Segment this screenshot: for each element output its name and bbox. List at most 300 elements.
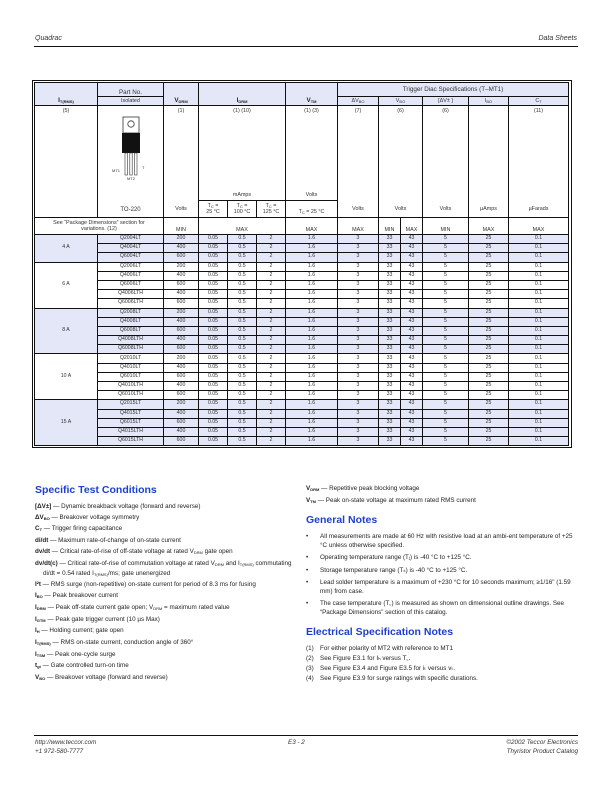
cell-vbo-min: 33 bbox=[379, 345, 401, 354]
specific-test-conditions bbox=[35, 484, 297, 685]
cell-ct: 0.1 bbox=[509, 354, 569, 363]
symbol-main: I bbox=[35, 650, 37, 658]
definition-symbol bbox=[35, 503, 51, 510]
cell-vdrm: 400 bbox=[164, 427, 199, 436]
cell-ct: 0.1 bbox=[509, 427, 569, 436]
cell-dvpm: 5 bbox=[423, 354, 469, 363]
limit-dvpm: MIN bbox=[423, 218, 469, 235]
cell-ibo: 25 bbox=[469, 308, 509, 317]
symbol-main: di/dt bbox=[35, 537, 49, 545]
cell-ibo: 25 bbox=[469, 354, 509, 363]
cell-vtm: 1.6 bbox=[286, 382, 338, 391]
cell-idrm-125c: 2 bbox=[257, 382, 286, 391]
definition-item bbox=[35, 661, 297, 671]
cell-idrm-125c: 2 bbox=[257, 244, 286, 253]
current-rating-group: 10 A bbox=[35, 354, 98, 400]
running-header-right: Data Sheets bbox=[538, 35, 577, 42]
note-vtm-text: (1) (3) bbox=[304, 108, 319, 114]
general-notes-title: General Notes bbox=[306, 513, 378, 526]
cell-idrm-100c: 0.5 bbox=[228, 382, 257, 391]
symbol-main: I bbox=[35, 615, 37, 623]
cell-idrm-125c: 2 bbox=[257, 290, 286, 299]
cell-vdrm: 200 bbox=[164, 308, 199, 317]
cell-dvbo: 3 bbox=[338, 400, 379, 409]
cell-vdrm: 600 bbox=[164, 299, 199, 308]
table-row bbox=[35, 418, 569, 427]
cell-ct: 0.1 bbox=[509, 382, 569, 391]
cell-dvbo: 3 bbox=[338, 372, 379, 381]
cell-ct: 0.1 bbox=[509, 391, 569, 400]
cell-vtm: 1.6 bbox=[286, 244, 338, 253]
symbol-subscript: DRM bbox=[310, 487, 320, 492]
general-note-text: Operating temperature range (Tⱼ) is -40 °C to +125 °C. bbox=[320, 554, 472, 562]
definition-text: — Peak gate trigger current (10 µs Max) bbox=[45, 615, 160, 623]
cell-vbo-max: 43 bbox=[401, 299, 423, 308]
unit-dvpm: Volts bbox=[423, 201, 469, 218]
definition-symbol bbox=[306, 485, 319, 492]
definition-symbol bbox=[306, 497, 316, 504]
cell-vtm: 1.6 bbox=[286, 317, 338, 326]
cell-dvpm: 5 bbox=[423, 372, 469, 381]
running-header-left: Quadrac bbox=[35, 35, 62, 42]
definition-text-part: DRM bbox=[153, 605, 163, 611]
electrical-notes-title: Electrical Specification Notes bbox=[306, 625, 454, 638]
cell-vdrm: 400 bbox=[164, 244, 199, 253]
general-note-item bbox=[306, 578, 576, 596]
cell-ibo: 25 bbox=[469, 290, 509, 299]
footer-left bbox=[35, 739, 96, 756]
cell-idrm-25c: 0.05 bbox=[199, 235, 228, 244]
cell-part-number: Q2010LT bbox=[98, 354, 164, 363]
definition-item bbox=[35, 524, 297, 534]
electrical-note-item bbox=[306, 674, 576, 683]
footer-phone: +1 972-580-7777 bbox=[35, 747, 84, 755]
to220-package-icon bbox=[98, 111, 163, 207]
header-rule bbox=[34, 46, 578, 47]
cell-ct: 0.1 bbox=[509, 244, 569, 253]
cell-dvbo: 3 bbox=[338, 382, 379, 391]
cell-ct: 0.1 bbox=[509, 308, 569, 317]
unit-idrm-tc125: $T_C$ = 125 °C bbox=[257, 201, 286, 218]
definition-text: — Holding current; gate open bbox=[39, 627, 124, 635]
cell-vdrm: 400 bbox=[164, 290, 199, 299]
definition-text: — Dynamic breakback voltage (forward and reverse) bbox=[51, 503, 201, 510]
cell-dvbo: 3 bbox=[338, 299, 379, 308]
cell-vdrm: 200 bbox=[164, 262, 199, 271]
cell-vbo-min: 33 bbox=[379, 235, 401, 244]
definition-symbol bbox=[35, 560, 58, 567]
cell-dvbo: 3 bbox=[338, 437, 379, 446]
definition-text: — Breakover voltage symmetry bbox=[49, 513, 140, 521]
cell-dvbo: 3 bbox=[338, 290, 379, 299]
cell-idrm-125c: 2 bbox=[257, 427, 286, 436]
general-note-item bbox=[306, 599, 576, 617]
cell-ct: 0.1 bbox=[509, 409, 569, 418]
cell-vbo-min: 33 bbox=[379, 418, 401, 427]
symbol-main: I bbox=[35, 603, 37, 611]
cell-vbo-min: 33 bbox=[379, 271, 401, 280]
cell-vbo-max: 43 bbox=[401, 400, 423, 409]
cell-idrm-25c: 0.05 bbox=[199, 244, 228, 253]
cell-ibo: 25 bbox=[469, 382, 509, 391]
cell-part-number: Q6006LTH bbox=[98, 299, 164, 308]
definition-symbol bbox=[35, 604, 46, 611]
note-number: (1) bbox=[306, 644, 314, 652]
page-number: E3 - 2 bbox=[288, 739, 305, 746]
unit-vtm-condition: $T_C = 25$ °C bbox=[286, 201, 338, 218]
definition-list bbox=[35, 502, 297, 683]
header-idrm: $I_{DRM}$ bbox=[199, 83, 286, 106]
cell-idrm-100c: 0.5 bbox=[228, 299, 257, 308]
note-idrm bbox=[199, 106, 286, 201]
cell-dvpm: 5 bbox=[423, 345, 469, 354]
cell-vbo-max: 43 bbox=[401, 290, 423, 299]
cell-vbo-min: 33 bbox=[379, 409, 401, 418]
cell-vtm: 1.6 bbox=[286, 290, 338, 299]
cell-idrm-25c: 0.05 bbox=[199, 400, 228, 409]
cell-part-number: Q4015LTH bbox=[98, 427, 164, 436]
cell-idrm-125c: 2 bbox=[257, 354, 286, 363]
cell-vtm: 1.6 bbox=[286, 326, 338, 335]
package-label: TO-220 bbox=[120, 207, 141, 214]
cell-ibo: 25 bbox=[469, 336, 509, 345]
definition-text: — Peak breakover current bbox=[42, 592, 118, 600]
footer-right bbox=[506, 739, 578, 756]
note-number: (3) bbox=[306, 664, 314, 672]
cell-vbo-min: 33 bbox=[379, 400, 401, 409]
limit-vtm: MAX bbox=[286, 218, 338, 235]
cell-dvbo: 3 bbox=[338, 427, 379, 436]
cell-idrm-100c: 0.5 bbox=[228, 253, 257, 262]
cell-vbo-min: 33 bbox=[379, 280, 401, 289]
cell-vdrm: 400 bbox=[164, 382, 199, 391]
limit-vbo-min: MIN bbox=[379, 218, 401, 235]
cell-vdrm: 600 bbox=[164, 391, 199, 400]
current-rating-group: 8 A bbox=[35, 308, 98, 354]
symbol-main: dv/dt bbox=[35, 547, 51, 555]
header-vtm: $V_{TM}$ bbox=[286, 83, 338, 106]
limit-idrm: MAX bbox=[199, 218, 286, 235]
cell-idrm-125c: 2 bbox=[257, 299, 286, 308]
unit-vbo: Volts bbox=[379, 201, 423, 218]
cell-vdrm: 600 bbox=[164, 326, 199, 335]
cell-vtm: 1.6 bbox=[286, 308, 338, 317]
cell-ct: 0.1 bbox=[509, 372, 569, 381]
cell-vbo-max: 43 bbox=[401, 391, 423, 400]
cell-ibo: 25 bbox=[469, 391, 509, 400]
cell-ct: 0.1 bbox=[509, 363, 569, 372]
cell-ibo: 25 bbox=[469, 363, 509, 372]
limit-vdrm: MIN bbox=[164, 218, 199, 235]
cell-idrm-125c: 2 bbox=[257, 317, 286, 326]
cell-ibo: 25 bbox=[469, 326, 509, 335]
cell-vbo-max: 43 bbox=[401, 235, 423, 244]
header-ct: $C_T$ bbox=[509, 97, 569, 106]
table-row bbox=[35, 345, 569, 354]
definition-text-part: = maximum rated value bbox=[162, 603, 230, 611]
cell-vtm: 1.6 bbox=[286, 354, 338, 363]
cell-idrm-125c: 2 bbox=[257, 271, 286, 280]
cell-ct: 0.1 bbox=[509, 290, 569, 299]
general-note-text: Lead solder temperature is a maximum of +230 °C for 10 seconds maximum; ≥1/16" (1.59 mm) from case. bbox=[320, 578, 571, 595]
cell-idrm-100c: 0.5 bbox=[228, 336, 257, 345]
current-rating-group: 4 A bbox=[35, 235, 98, 263]
definition-text: — RMS surge (non-repetitive) on-state current for period of 8.3 ms for fusing bbox=[40, 581, 256, 589]
cell-idrm-100c: 0.5 bbox=[228, 409, 257, 418]
cell-dvpm: 5 bbox=[423, 427, 469, 436]
cell-idrm-25c: 0.05 bbox=[199, 299, 228, 308]
cell-idrm-125c: 2 bbox=[257, 437, 286, 446]
definition-symbol bbox=[35, 592, 43, 599]
cell-vdrm: 200 bbox=[164, 400, 199, 409]
cell-dvbo: 3 bbox=[338, 354, 379, 363]
spec-table-frame bbox=[32, 80, 572, 448]
cell-dvpm: 5 bbox=[423, 409, 469, 418]
cell-dvbo: 3 bbox=[338, 235, 379, 244]
definition-text: — Peak off-state current gate open; V bbox=[45, 603, 154, 611]
definition-text-part: T(RMS) bbox=[239, 561, 254, 567]
electrical-note-item bbox=[306, 644, 576, 653]
header-ibo: $I_{BO}$ bbox=[469, 97, 509, 106]
cell-dvpm: 5 bbox=[423, 253, 469, 262]
cell-vbo-min: 33 bbox=[379, 427, 401, 436]
cell-vbo-max: 43 bbox=[401, 280, 423, 289]
cell-ibo: 25 bbox=[469, 244, 509, 253]
symbol-subscript: TM bbox=[310, 498, 316, 504]
cell-part-number: Q6010LT bbox=[98, 372, 164, 381]
cell-vbo-min: 33 bbox=[379, 308, 401, 317]
note-text: For either polarity of MT2 with reference to MT1 bbox=[320, 644, 453, 652]
cell-vbo-max: 43 bbox=[401, 363, 423, 372]
cell-ibo: 25 bbox=[469, 317, 509, 326]
cell-vdrm: 400 bbox=[164, 336, 199, 345]
definition-text-part: T(RMS) bbox=[93, 571, 108, 577]
cell-vdrm: 600 bbox=[164, 437, 199, 446]
cell-ibo: 25 bbox=[469, 345, 509, 354]
symbol-subscript: BO bbox=[43, 515, 50, 521]
cell-ct: 0.1 bbox=[509, 437, 569, 446]
cell-part-number: Q6010LTH bbox=[98, 391, 164, 400]
symbol-main: [ΔV±] bbox=[35, 503, 52, 510]
definition-symbol bbox=[35, 616, 46, 623]
cell-vbo-max: 43 bbox=[401, 253, 423, 262]
unit-idrm-tc100: $T_C$ = 100 °C bbox=[228, 201, 257, 218]
cell-idrm-25c: 0.05 bbox=[199, 280, 228, 289]
general-notes-list bbox=[306, 532, 576, 618]
cell-idrm-125c: 2 bbox=[257, 235, 286, 244]
symbol-subscript: BO bbox=[36, 594, 43, 600]
unit-dvbo: Volts bbox=[338, 201, 379, 218]
footer-url[interactable]: http://www.teccor.com bbox=[35, 739, 97, 746]
symbol-main: V bbox=[35, 674, 40, 682]
cell-dvpm: 5 bbox=[423, 299, 469, 308]
cell-vtm: 1.6 bbox=[286, 363, 338, 372]
cell-dvbo: 3 bbox=[338, 262, 379, 271]
symbol-main: V bbox=[306, 485, 311, 492]
general-note-item bbox=[306, 532, 576, 550]
cell-vbo-min: 33 bbox=[379, 299, 401, 308]
note-text: See Figure E3.9 for surge ratings with specific durations. bbox=[320, 674, 478, 682]
table-row bbox=[35, 290, 569, 299]
cell-vtm: 1.6 bbox=[286, 271, 338, 280]
cell-ibo: 25 bbox=[469, 418, 509, 427]
cell-idrm-125c: 2 bbox=[257, 400, 286, 409]
cell-idrm-25c: 0.05 bbox=[199, 372, 228, 381]
cell-vbo-min: 33 bbox=[379, 253, 401, 262]
note-ct: (11) bbox=[509, 106, 569, 201]
cell-idrm-25c: 0.05 bbox=[199, 363, 228, 372]
cell-ibo: 25 bbox=[469, 400, 509, 409]
cell-part-number: Q6006LT bbox=[98, 280, 164, 289]
cell-vbo-max: 43 bbox=[401, 345, 423, 354]
cell-idrm-100c: 0.5 bbox=[228, 437, 257, 446]
cell-vdrm: 600 bbox=[164, 345, 199, 354]
definition-text: — Breakover voltage (forward and reverse) bbox=[45, 674, 168, 682]
cell-idrm-100c: 0.5 bbox=[228, 244, 257, 253]
cell-vbo-min: 33 bbox=[379, 262, 401, 271]
definition-item bbox=[35, 638, 297, 648]
table-row bbox=[35, 409, 569, 418]
pin-mt2-label: MT2 bbox=[127, 176, 135, 182]
bullet-icon: • bbox=[306, 578, 309, 586]
cell-ibo: 25 bbox=[469, 427, 509, 436]
table-row bbox=[35, 253, 569, 262]
cell-dvbo: 3 bbox=[338, 363, 379, 372]
cell-part-number: Q6004LT bbox=[98, 253, 164, 262]
electrical-notes-list bbox=[306, 644, 576, 683]
footer-copyright: ©2002 Teccor Electronics bbox=[506, 739, 578, 746]
definition-item bbox=[35, 513, 297, 523]
cell-idrm-25c: 0.05 bbox=[199, 308, 228, 317]
definition-text-part: DRM bbox=[193, 549, 203, 555]
cell-part-number: Q4010LT bbox=[98, 363, 164, 372]
cell-idrm-100c: 0.5 bbox=[228, 280, 257, 289]
cell-idrm-125c: 2 bbox=[257, 391, 286, 400]
cell-dvpm: 5 bbox=[423, 235, 469, 244]
note-text: See Figure E3.1 for Iₕ versus T꜀. bbox=[320, 654, 411, 662]
cell-ibo: 25 bbox=[469, 235, 509, 244]
cell-vbo-max: 43 bbox=[401, 427, 423, 436]
cell-dvpm: 5 bbox=[423, 308, 469, 317]
definition-text: — Repetitive peak blocking voltage bbox=[319, 485, 420, 492]
cell-dvbo: 3 bbox=[338, 345, 379, 354]
cell-dvpm: 5 bbox=[423, 363, 469, 372]
cell-idrm-25c: 0.05 bbox=[199, 354, 228, 363]
cell-idrm-125c: 2 bbox=[257, 280, 286, 289]
cell-dvpm: 5 bbox=[423, 244, 469, 253]
cell-vtm: 1.6 bbox=[286, 427, 338, 436]
cell-idrm-125c: 2 bbox=[257, 418, 286, 427]
symbol-main: V bbox=[306, 496, 311, 504]
pin-t-label: T bbox=[142, 165, 145, 171]
cell-vbo-min: 33 bbox=[379, 437, 401, 446]
right-definition-list bbox=[306, 484, 576, 506]
symbol-subscript: GTM bbox=[36, 617, 46, 623]
cell-vdrm: 400 bbox=[164, 271, 199, 280]
cell-vtm: 1.6 bbox=[286, 235, 338, 244]
cell-vbo-max: 43 bbox=[401, 317, 423, 326]
note-number: (4) bbox=[306, 674, 314, 682]
symbol-main: t bbox=[35, 662, 38, 670]
cell-part-number: Q4015LT bbox=[98, 409, 164, 418]
cell-vbo-min: 33 bbox=[379, 317, 401, 326]
cell-vbo-max: 43 bbox=[401, 382, 423, 391]
cell-part-number: Q2004LT bbox=[98, 235, 164, 244]
note-vbo: (6) bbox=[379, 106, 423, 201]
definition-symbol bbox=[35, 674, 45, 681]
cell-ct: 0.1 bbox=[509, 400, 569, 409]
cell-vdrm: 600 bbox=[164, 280, 199, 289]
cell-idrm-100c: 0.5 bbox=[228, 400, 257, 409]
cell-idrm-125c: 2 bbox=[257, 363, 286, 372]
cell-vtm: 1.6 bbox=[286, 400, 338, 409]
symbol-main: I bbox=[35, 638, 37, 646]
definition-text: — Peak on-state voltage at maximum rated RMS current bbox=[315, 496, 476, 504]
cell-dvpm: 5 bbox=[423, 437, 469, 446]
cell-ibo: 25 bbox=[469, 253, 509, 262]
cell-idrm-25c: 0.05 bbox=[199, 437, 228, 446]
table-row bbox=[35, 363, 569, 372]
footer-rule bbox=[34, 735, 578, 736]
cell-idrm-125c: 2 bbox=[257, 345, 286, 354]
general-note-item bbox=[306, 553, 576, 562]
definition-text: — Critical rate-of-rise of commutation voltage at rated V bbox=[57, 559, 215, 567]
cell-idrm-125c: 2 bbox=[257, 372, 286, 381]
header-trigger-diac: Trigger Diac Specifications (T–MT1) bbox=[338, 83, 569, 97]
definition-item bbox=[35, 603, 297, 613]
cell-vdrm: 200 bbox=[164, 235, 199, 244]
cell-dvbo: 3 bbox=[338, 308, 379, 317]
cell-vbo-min: 33 bbox=[379, 290, 401, 299]
cell-ibo: 25 bbox=[469, 262, 509, 271]
unit-ct: µFarads bbox=[509, 201, 569, 218]
cell-dvpm: 5 bbox=[423, 400, 469, 409]
cell-idrm-25c: 0.05 bbox=[199, 418, 228, 427]
table-row bbox=[35, 235, 569, 244]
current-rating-group: 6 A bbox=[35, 262, 98, 308]
definition-text: — Critical rate-of-rise of off-state voltage at rated V bbox=[50, 547, 194, 555]
definition-item bbox=[35, 536, 297, 545]
cell-ibo: 25 bbox=[469, 271, 509, 280]
note-text: See Figure E3.4 and Figure E3.5 for iₜ versus vₜ. bbox=[320, 664, 455, 672]
cell-ct: 0.1 bbox=[509, 262, 569, 271]
table-row bbox=[35, 299, 569, 308]
note-dvpm: (6) bbox=[423, 106, 469, 201]
table-row bbox=[35, 326, 569, 335]
cell-ct: 0.1 bbox=[509, 336, 569, 345]
limit-ct: MAX bbox=[509, 218, 569, 235]
cell-ct: 0.1 bbox=[509, 253, 569, 262]
cell-idrm-25c: 0.05 bbox=[199, 271, 228, 280]
cell-vdrm: 400 bbox=[164, 317, 199, 326]
definition-symbol bbox=[35, 548, 50, 555]
cell-vtm: 1.6 bbox=[286, 418, 338, 427]
spec-table bbox=[34, 82, 569, 446]
definition-text: — Trigger firing capacitance bbox=[42, 525, 123, 533]
current-rating-group: 15 A bbox=[35, 400, 98, 446]
electrical-note-item bbox=[306, 654, 576, 663]
header-dvpm: [ΔV± ] bbox=[423, 97, 469, 106]
header-vbo: $V_{BO}$ bbox=[379, 97, 423, 106]
cell-vtm: 1.6 bbox=[286, 372, 338, 381]
table-row bbox=[35, 317, 569, 326]
table-row bbox=[35, 262, 569, 271]
cell-idrm-25c: 0.05 bbox=[199, 317, 228, 326]
cell-dvpm: 5 bbox=[423, 336, 469, 345]
cell-vbo-min: 33 bbox=[379, 244, 401, 253]
cell-part-number: Q6015LT bbox=[98, 418, 164, 427]
limit-ibo: MAX bbox=[469, 218, 509, 235]
